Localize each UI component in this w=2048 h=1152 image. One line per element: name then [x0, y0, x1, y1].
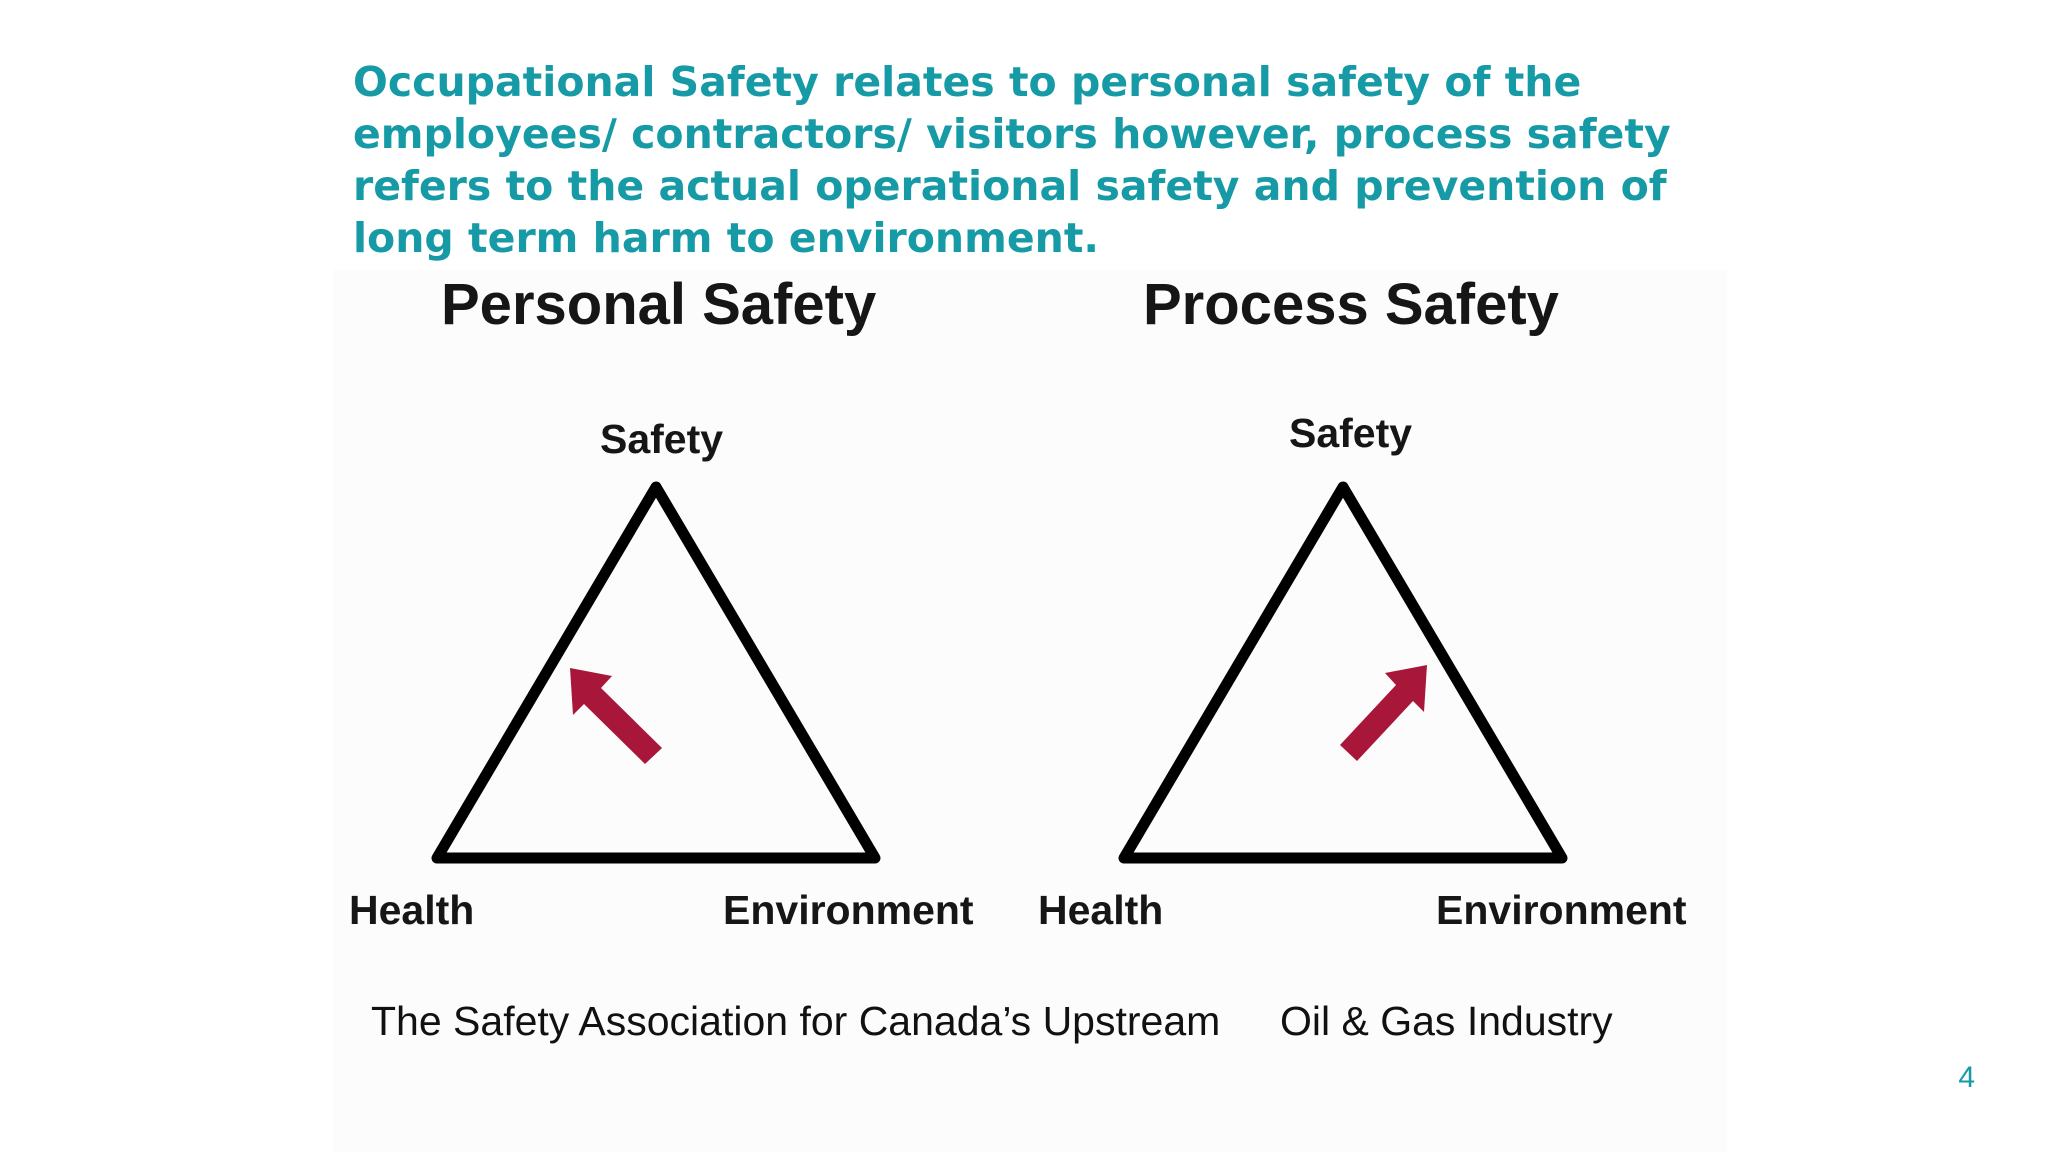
personal-safety-top-label: Safety [600, 416, 724, 462]
headline-text: Occupational Safety relates to personal safety of the employees/ contractors/ visitors however, process safety refers to the actual operational safety and prevention of long term harm to environment. [353, 58, 1671, 262]
process-safety-top-label: Safety [1289, 410, 1413, 456]
personal-safety-title: Personal Safety [441, 272, 877, 337]
process-safety-left-label: Health [1038, 887, 1164, 933]
process-safety-title: Process Safety [1143, 272, 1559, 337]
process-safety-triangle [1124, 487, 1562, 858]
personal-safety-right-label: Environment [723, 887, 974, 933]
caption-text-part2: Oil & Gas Industry [1280, 998, 1613, 1044]
personal-safety-diagram [349, 272, 974, 933]
personal-safety-arrow [570, 668, 662, 764]
process-safety-arrow [1340, 665, 1427, 761]
personal-safety-triangle [437, 487, 875, 858]
process-safety-diagram [1038, 272, 1687, 933]
process-safety-right-label: Environment [1436, 887, 1687, 933]
personal-safety-left-label: Health [349, 887, 475, 933]
page-number: 4 [1958, 1061, 1975, 1094]
caption-text-part1: The Safety Association for Canada’s Upstream [371, 998, 1221, 1044]
